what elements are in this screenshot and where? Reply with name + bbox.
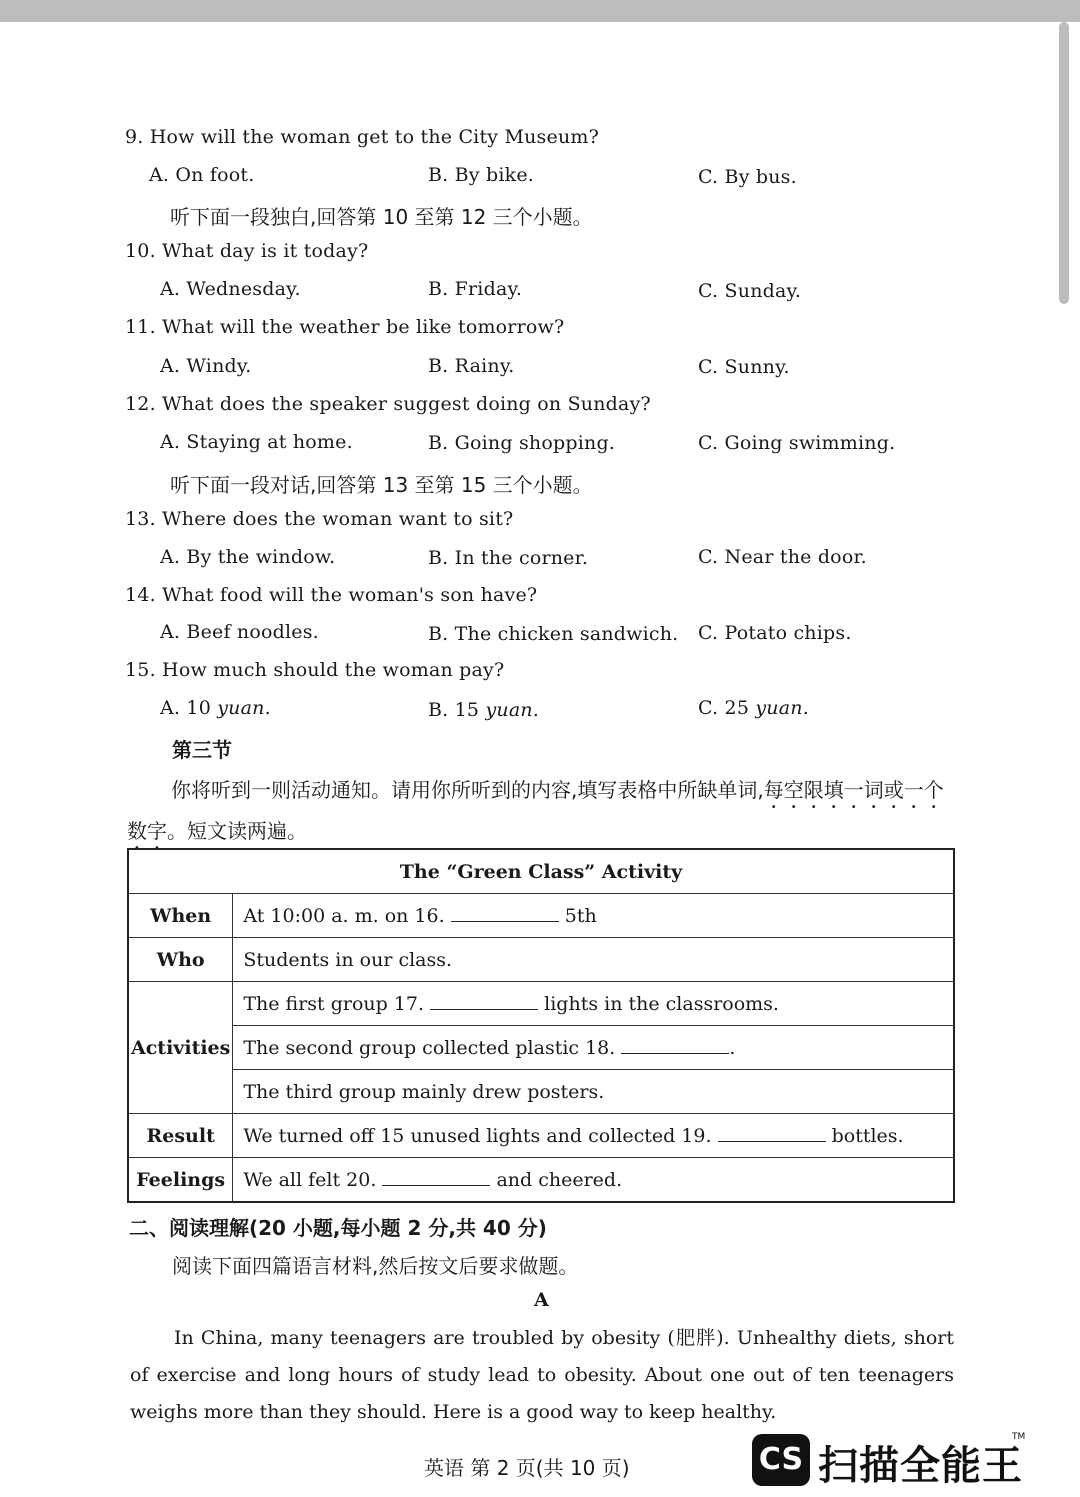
option-b: B. By bike.	[428, 164, 535, 186]
feelings-cell: We all felt 20. and cheered.	[233, 1158, 954, 1203]
when-cell: At 10:00 a. m. on 16. 5th	[233, 894, 954, 938]
row-label-feelings: Feelings	[128, 1158, 233, 1203]
option-a: A. Beef noodles.	[160, 621, 319, 643]
passage-text: In China, many teenagers are troubled by obesity (肥胖). Unhealthy diets, short of exercise and long hours of study lead to obesity. About one out of ten teenagers weighs more than they should. Here is a good way to keep healthy.	[130, 1327, 954, 1423]
activity-cell: The first group 17. lights in the classrooms.	[233, 982, 954, 1026]
camscanner-logo	[752, 1432, 1027, 1488]
reading-heading: 二、阅读理解(20 小题,每小题 2 分,共 40 分)	[129, 1216, 547, 1240]
row-label-result: Result	[128, 1114, 233, 1158]
option-a: A. 10 yuan.	[160, 697, 271, 719]
activity-cell: The second group collected plastic 18. .	[233, 1026, 954, 1070]
option-a: A. On foot.	[149, 164, 255, 186]
option-c: C. Near the door.	[698, 546, 867, 568]
answer-blank-17[interactable]	[430, 993, 538, 1010]
row-label-when: When	[128, 894, 233, 938]
option-c: C. Going swimming.	[698, 432, 896, 454]
section-intro: 你将听到一则活动通知。请用你所听到的内容,填写表格中所缺单词,每空限填一词或一个数字。短文读两遍。	[127, 778, 944, 843]
question-stem: 14. What food will the woman's son have?	[125, 584, 538, 606]
answer-blank-16[interactable]	[451, 905, 559, 922]
activity-table	[127, 848, 955, 1203]
question-stem: 12. What does the speaker suggest doing on Sunday?	[125, 393, 651, 415]
monologue-instruction: 听下面一段独白,回答第 10 至第 12 三个小题。	[170, 205, 593, 229]
option-b: B. Friday.	[428, 278, 523, 300]
option-a: A. Windy.	[160, 355, 252, 377]
option-a: A. Wednesday.	[160, 278, 301, 300]
scrollbar[interactable]	[1059, 22, 1069, 304]
option-b: B. Rainy.	[428, 355, 515, 377]
dialogue-instruction: 听下面一段对话,回答第 13 至第 15 三个小题。	[170, 473, 593, 497]
option-b: B. Going shopping.	[428, 432, 616, 454]
option-c: C. Sunny.	[698, 356, 790, 378]
passage-label: A	[534, 1289, 549, 1311]
section-heading: 第三节	[172, 738, 232, 762]
question-stem: 13. Where does the woman want to sit?	[125, 508, 514, 530]
option-b: B. 15 yuan.	[428, 699, 540, 721]
option-c: C. By bus.	[698, 166, 797, 188]
top-bar	[0, 0, 1080, 22]
cs-logo-icon: CS	[752, 1434, 810, 1486]
logo-text: 扫描全能王	[818, 1443, 1023, 1489]
option-a: A. By the window.	[160, 546, 336, 568]
table-title: The “Green Class” Activity	[128, 849, 954, 894]
activity-cell: The third group mainly drew posters.	[233, 1070, 954, 1114]
who-cell: Students in our class.	[233, 938, 954, 982]
reading-instruction: 阅读下面四篇语言材料,然后按文后要求做题。	[172, 1254, 579, 1278]
row-label-activities: Activities	[128, 982, 233, 1114]
option-c: C. Potato chips.	[698, 622, 852, 644]
answer-blank-18[interactable]	[621, 1037, 729, 1054]
page-footer: 英语 第 2 页(共 10 页)	[424, 1456, 630, 1480]
row-label-who: Who	[128, 938, 233, 982]
option-c: C. Sunday.	[698, 280, 802, 302]
answer-blank-20[interactable]	[382, 1169, 490, 1186]
option-c: C. 25 yuan.	[698, 697, 809, 719]
trademark-mark: TM	[1012, 1432, 1026, 1442]
question-stem: 9. How will the woman get to the City Museum?	[125, 126, 599, 148]
option-b: B. The chicken sandwich.	[428, 623, 679, 645]
question-stem: 11. What will the weather be like tomorrow?	[125, 316, 565, 338]
question-stem: 10. What day is it today?	[125, 240, 369, 262]
question-stem: 15. How much should the woman pay?	[125, 659, 505, 681]
result-cell: We turned off 15 unused lights and collected 19. bottles.	[233, 1114, 954, 1158]
option-a: A. Staying at home.	[160, 431, 353, 453]
option-b: B. In the corner.	[428, 547, 589, 569]
answer-blank-19[interactable]	[718, 1125, 826, 1142]
